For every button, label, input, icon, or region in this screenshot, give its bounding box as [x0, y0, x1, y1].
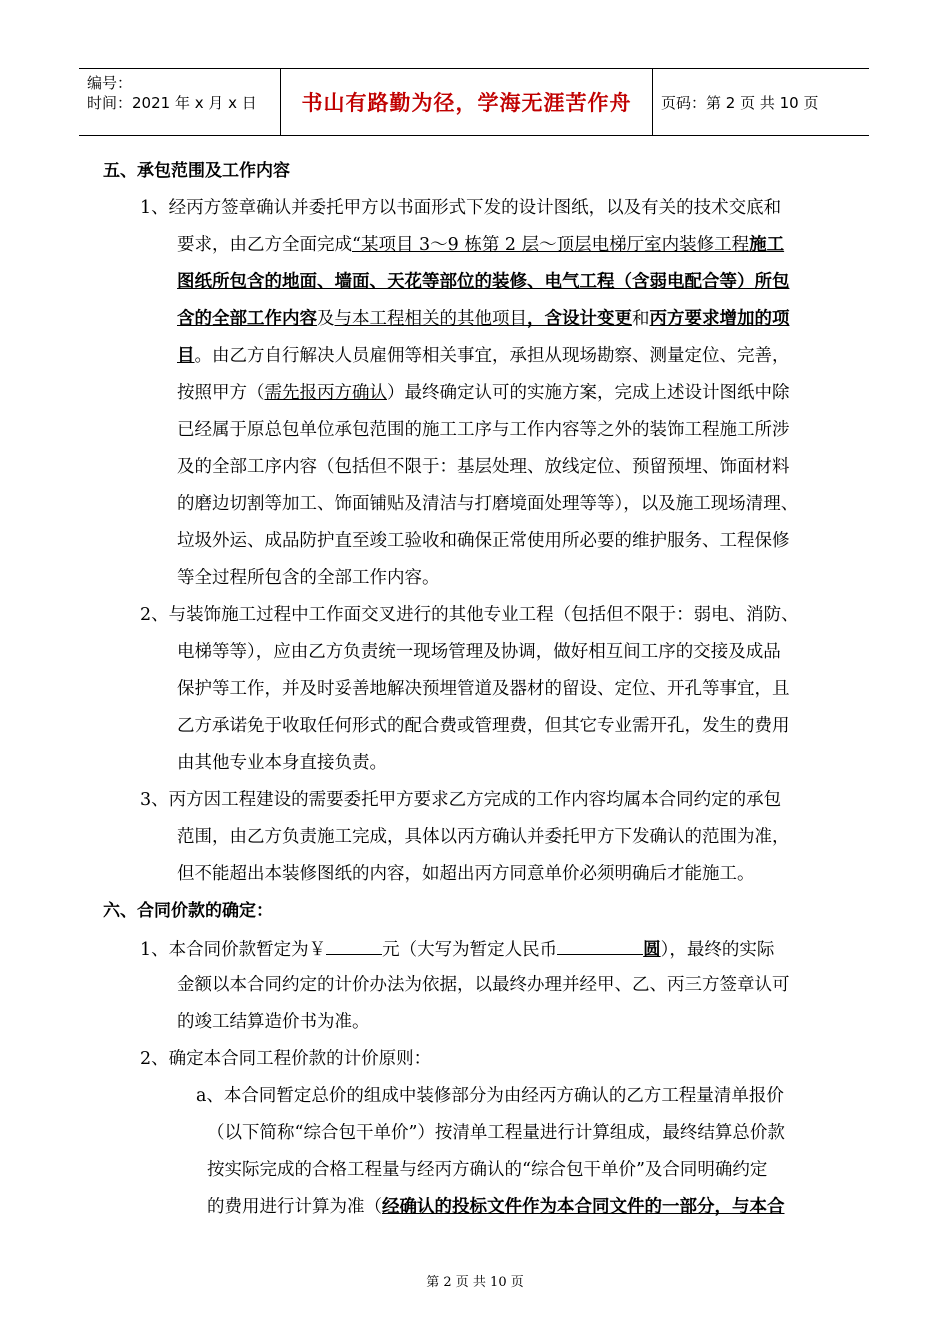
p1-bold-text: 含的全部工作内容: [177, 309, 317, 329]
q1-text: 1、本合同价款暂定为: [140, 940, 309, 960]
project-name-underlined: “某项目 3～9 栋第 2 层～顶层电梯厅室内装修工程: [352, 235, 750, 255]
p2-line-1: 2、与装饰施工过程中工作面交叉进行的其他专业工程（包括但不限于：弱电、消防、: [140, 605, 799, 625]
q2-a-line-3: 按实际完成的合格工程量与经丙方确认的“综合包干单价”及合同明确约定: [207, 1160, 768, 1180]
p1-line-6: [177, 381, 790, 405]
q2-line-1: 2、确定本合同工程价款的计价原则：: [140, 1049, 432, 1069]
p1-line-3: 图纸所包含的地面、墙面、天花等部位的装修、电气工程（含弱电配合等）所包: [177, 272, 790, 292]
p1-text: 按照甲方（: [177, 383, 265, 403]
p1-line-11: 等全过程所包含的全部工作内容。: [177, 568, 440, 588]
p1-line-8: 及的全部工序内容（包括但不限于：基层处理、放线定位、预留预埋、饰面材料: [177, 457, 790, 477]
q2-a-line-1: a、本合同暂定总价的组成中装修部分为由经丙方确认的乙方工程量清单报价: [196, 1086, 784, 1106]
p1-line-5: [177, 344, 790, 368]
q1-line-1: [140, 936, 774, 962]
p2-line-4: 乙方承诺免于收取任何形式的配合费或管理费，但其它专业需开孔，发生的费用: [177, 716, 790, 736]
amount-blank: [326, 936, 382, 955]
p1-line-2: [177, 233, 784, 257]
p2-line-3: 保护等工作，并及时妥善地解决预埋管道及器材的留设、定位、开孔等事宜，且: [177, 679, 790, 699]
currency-symbol: ￥: [308, 940, 327, 960]
q2-a-line-4: [207, 1195, 785, 1219]
p1-text: 。由乙方自行解决人员雇佣等相关事宜，承担从现场勘察、测量定位、完善，: [194, 346, 790, 366]
q2-bold-text: 经确认的投标文件作为本合同文件的一部分，与本合: [382, 1197, 785, 1217]
q2-text: 的费用进行计算为准（: [207, 1197, 382, 1217]
section-6-title: 六、合同价款的确定：: [103, 901, 273, 921]
p1-bold-text: 丙方要求增加的项: [649, 309, 790, 329]
p2-line-5: 由其他专业本身直接负责。: [177, 753, 387, 773]
p1-bold-text: ，含设计变更: [527, 309, 632, 329]
header-motto-cell: [281, 69, 653, 135]
p1-line-1: 1、经丙方签章确认并委托甲方以书面形式下发的设计图纸，以及有关的技术交底和: [140, 198, 782, 218]
q1-text: 元（大写为暂定人民币: [382, 940, 558, 960]
p1-line-4: [177, 307, 790, 331]
p1-text: 和: [632, 309, 650, 329]
p3-line-1: 3、丙方因工程建设的需要委托甲方要求乙方完成的工作内容均属本合同约定的承包: [140, 790, 782, 810]
p1-line-9: 的磨边切割等加工、饰面铺贴及清洁与打磨境面处理等等），以及施工现场清理、: [177, 494, 799, 514]
header-page-cell: [653, 69, 869, 135]
p2-line-2: 电梯等等），应由乙方负责统一现场管理及协调，做好相互间工序的交接及成品: [177, 642, 781, 662]
p3-line-3: 但不能超出本装修图纸的内容，如超出丙方同意单价必须明确后才能施工。: [177, 864, 755, 884]
p3-line-2: 范围，由乙方负责施工完成，具体以丙方确认并委托甲方下发确认的范围为准，: [177, 827, 790, 847]
p1-text: ）最终确定认可的实施方案，完成上述设计图纸中除: [387, 383, 790, 403]
p1-bold-text: 目: [177, 346, 195, 366]
motto-text: 书山有路勤为径，学海无涯苦作舟: [301, 91, 632, 115]
p1-bold-text: 施工: [749, 235, 785, 255]
q1-line-3: 的竣工结算造价书为准。: [177, 1012, 370, 1032]
p1-underlined-text: 需先报丙方确认: [264, 383, 387, 403]
p1-line-7: 已经属于原总包单位承包范围的施工工序与工作内容等之外的装饰工程施工所涉: [177, 420, 790, 440]
q2-a-line-2: （以下简称“综合包干单价”）按清单工程量进行计算组成，最终结算总价款: [207, 1123, 785, 1143]
document-number-label: 编号：: [87, 74, 133, 92]
document-header: [79, 68, 869, 136]
p1-line-10: 垃圾外运、成品防护直至竣工验收和确保正常使用所必要的维护服务、工程保修: [177, 531, 790, 551]
p1-underlined-text: 与本工程相关的其他项目: [334, 309, 527, 329]
q1-line-2: 金额以本合同约定的计价办法为依据，以最终办理并经甲、乙、丙三方签章认可: [177, 975, 790, 995]
page-indicator: 页码：第 2 页 共 10 页: [661, 93, 819, 112]
page-footer: 第 2 页 共 10 页: [426, 1275, 524, 1290]
p1-text: 要求，由乙方全面完成: [177, 235, 352, 255]
p1-text: 及: [317, 309, 335, 329]
section-5-title: 五、承包范围及工作内容: [103, 161, 290, 181]
document-date-label: 时间：2021 年 x 月 x 日: [87, 94, 257, 112]
currency-unit: 圆: [643, 940, 661, 960]
q1-text: ），最终的实际: [660, 940, 775, 960]
amount-words-blank: [557, 936, 643, 955]
header-meta-cell: [79, 69, 281, 135]
